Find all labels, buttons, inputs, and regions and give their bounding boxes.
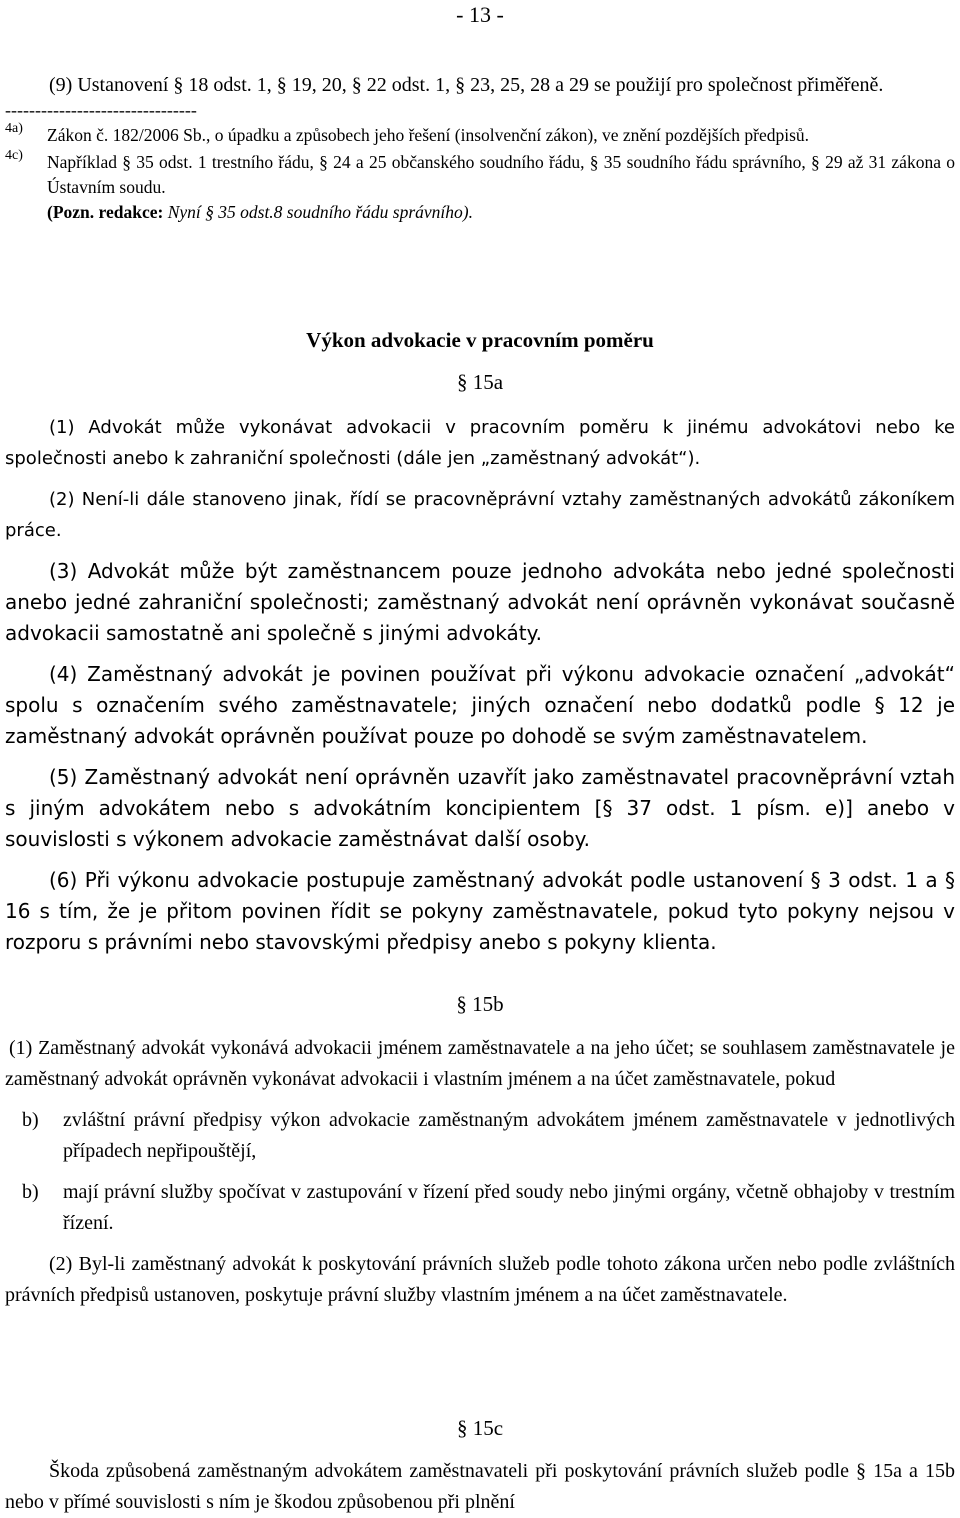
paragraph-15c-1: Škoda způsobená zaměstnaným advokátem zaměstnavateli při poskytování právních služeb podle § 15a a 15b nebo v přímé souvislosti s ním je škodou způsobenou při plnění	[5, 1460, 955, 1513]
section-15b-body	[5, 1033, 955, 1311]
footnote-divider: --------------------------------	[5, 100, 197, 120]
footnote-note-label: (Pozn. redakce:	[47, 202, 164, 222]
paragraph-15b-1: (1) Zaměstnaný advokát vykonává advokacii jménem zaměstnavatele a na jeho účet; se souhlasem zaměstnavatele je zaměstnaný advokát oprávněn vykonávat advokacii i vlastním jménem a na účet zaměstnavatele, pokud	[5, 1037, 955, 1090]
list-item-text: mají právní služby spočívat v zastupování v řízení před soudy nebo jinými orgány, včetně obhajoby v trestním řízení.	[63, 1181, 955, 1234]
list-item-mark: b)	[22, 1109, 39, 1131]
footnote-4a	[5, 123, 955, 148]
paragraph-15a-3: (3) Advokát může být zaměstnancem pouze jednoho advokáta nebo jedné společnosti anebo jedné zahraniční společnosti; zaměstnaný advokát není oprávněn vykonávat současně advokacii samostatně ani společně s jinými advokáty.	[5, 559, 955, 645]
section-15c-body	[5, 1456, 955, 1518]
footnote-text: Například § 35 odst. 1 trestního řádu, § 24 a 25 občanského soudního řádu, § 35 soudního řádu správního, § 29 až 31 zákona o Ústavním soudu.	[47, 152, 955, 197]
paragraph-15a-1: (1) Advokát může vykonávat advokacii v pracovním poměru k jinému advokátovi nebo ke společnosti anebo k zahraniční společnosti (dále jen „zaměstnaný advokát“).	[5, 417, 955, 469]
top-section	[5, 70, 955, 225]
paragraph-9: (9) Ustanovení § 18 odst. 1, § 19, 20, § 22 odst. 1, § 23, 25, 28 a 29 se použijí pro společnost přiměřeně.	[49, 74, 884, 96]
footnote-4c	[5, 150, 955, 225]
list-item-text: zvláštní právní předpisy výkon advokacie zaměstnaným advokátem jménem zaměstnavatele v jednotlivých případech nepřipouštějí,	[63, 1109, 955, 1162]
paragraph-15b-2: (2) Byl-li zaměstnaný advokát k poskytování právních služeb podle tohoto zákona určen nebo podle zvláštních právních předpisů ustanoven, poskytuje právní služby vlastním jménem a na účet zaměstnavatele.	[5, 1253, 955, 1306]
paragraph-15a-4: (4) Zaměstnaný advokát je povinen používat při výkonu advokacie označení „advokát“ spolu s označením svého zaměstnavatele; jiných označení nebo dodatků podle § 12 je zaměstnaný advokát oprávněn používat pouze po dohodě se svým zaměstnavatelem.	[5, 662, 955, 748]
footnote-mark: 4c)	[5, 148, 23, 163]
list-item	[5, 1105, 955, 1167]
paragraph-15a-6: (6) Při výkonu advokacie postupuje zaměstnaný advokát podle ustanovení § 3 odst. 1 a § 16 s tím, že je přitom povinen řídit se pokyny zaměstnavatele, pokud tyto pokyny nejsou v rozporu s právními nebo stavovskými předpisy anebo s pokyny klienta.	[5, 868, 955, 954]
paragraph-15a-2: (2) Není-li dále stanoveno jinak, řídí se pracovněprávní vztahy zaměstnaných advokátů zákoníkem práce.	[5, 489, 955, 541]
list-item-mark: b)	[22, 1181, 39, 1203]
section-15a-body	[5, 412, 955, 958]
footnote-mark: 4a)	[5, 121, 23, 136]
section-heading-15c: § 15c	[456, 1416, 504, 1440]
section-heading-15b: § 15b	[456, 992, 504, 1016]
section-title: Výkon advokacie v pracovním poměru	[306, 328, 654, 352]
section-heading-15a: § 15a	[456, 370, 504, 394]
paragraph-15a-5: (5) Zaměstnaný advokát není oprávněn uzavřít jako zaměstnavatel pracovněprávní vztah s jiným advokátem nebo s advokátním koncipientem [§ 37 odst. 1 písm. e)] anebo v souvislosti s výkonem advokacie zaměstnávat další osoby.	[5, 765, 955, 851]
footnote-text: Zákon č. 182/2006 Sb., o úpadku a způsobech jeho řešení (insolvenční zákon), ve znění pozdějších předpisů.	[47, 125, 810, 145]
footnote-note-text: Nyní § 35 odst.8 soudního řádu správního).	[167, 202, 473, 222]
page-number: - 13 -	[456, 2, 504, 27]
list-item	[5, 1177, 955, 1239]
